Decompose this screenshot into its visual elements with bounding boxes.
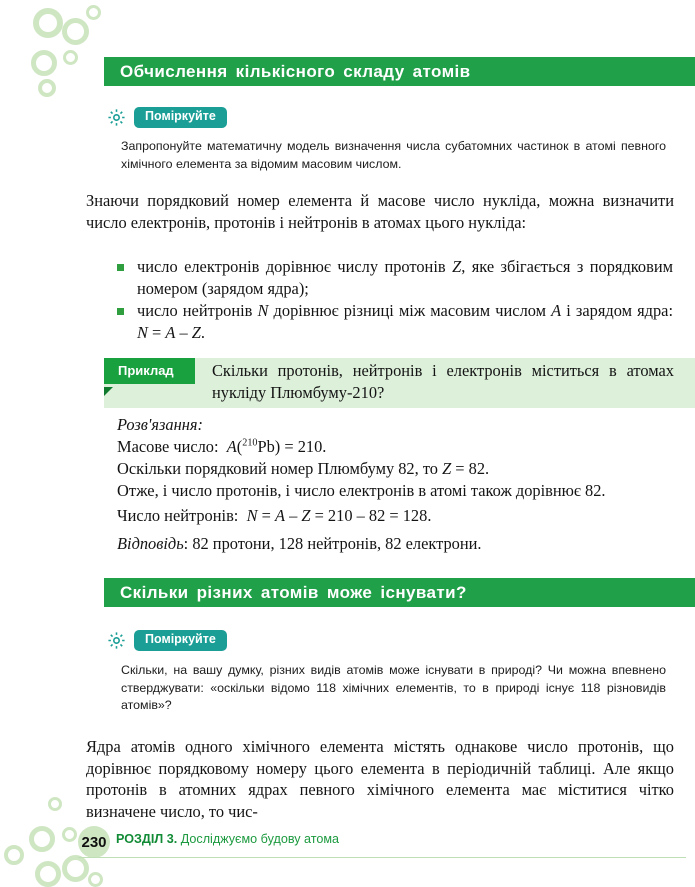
solution-neutrons: Число нейтронів: N = A – Z = 210 – 82 = 128. (117, 506, 432, 525)
bullet-marker-icon (117, 264, 124, 271)
think-row-2 (107, 630, 227, 651)
rules-bullet-list (117, 256, 673, 344)
closing-paragraph: Ядра атомів одного хімічного елемента містять однакове число протонів, що дорівнює порядковому номеру цього елемента в періодичній таблиці. Але якщо протонів в атомних ядрах певного хімічного елемента має міститися чітко визначене число, то чис- (86, 737, 674, 821)
list-item-text: число нейтронів N дорівнює різниці між масовим числом A і зарядом ядра: N = A – Z. (137, 301, 673, 342)
think-text-2: Скільки, на вашу думку, різних видів атомів може існувати в природі? Чи можна впевнено стверджувати: «оскільки відомо 118 хімічних елементів, то в природі існує 118 різновидів атомів»? (121, 663, 666, 712)
example-question-text: Скільки протонів, нейтронів і електронів міститься в атомах нукліду Плюмбуму-210? (212, 361, 674, 402)
footer-chapter-label (116, 832, 339, 846)
gear-icon (107, 631, 126, 650)
list-item (117, 300, 673, 343)
bullet-marker-icon (117, 308, 124, 315)
section-heading-text: Обчислення кількісного складу атомів (120, 61, 471, 81)
solution-mass-number: Масове число: A($^{210}$Pb) = 210. (117, 437, 327, 456)
think-badge-2: Поміркуйте (134, 630, 227, 651)
list-item-text: число електронів дорівнює числу протонів Z, яке збігається з порядковим номером (зарядом ядра); (137, 257, 673, 298)
solution-order-number: Оскільки порядковий номер Плюмбуму 82, то Z = 82. (117, 459, 490, 478)
footer-divider (78, 857, 686, 858)
section-heading-text: Скільки різних атомів може існувати? (120, 582, 467, 602)
think-text-1: Запропонуйте математичну модель визначення числа субатомних частинок в атомі певного хімічного елемента за відомим масовим числом. (121, 139, 666, 171)
list-item (117, 256, 673, 299)
solution-answer: Відповідь: 82 протони, 128 нейтронів, 82 електрони. (117, 534, 482, 553)
think-badge-1: Поміркуйте (134, 107, 227, 128)
footer-chapter-title: Досліджуємо будову атома (177, 832, 340, 846)
solution-title: Розв'язання: (117, 415, 203, 434)
gear-icon (107, 108, 126, 127)
intro-paragraph: Знаючи порядковий номер елемента й масове число нукліда, можна визначити число електронів, протонів і нейтронів в атомах цього нукліда: (86, 191, 674, 232)
solution-block (117, 414, 677, 555)
page-number: 230 (81, 833, 107, 851)
think-row-1 (107, 107, 227, 128)
footer-chapter-number: РОЗДІЛ 3. (116, 832, 178, 846)
section-heading-calculations (104, 57, 695, 86)
example-tab-label: Приклад (104, 358, 195, 384)
section-heading-how-many-atoms (104, 578, 695, 607)
example-tab-fold (104, 387, 113, 396)
solution-conclusion: Отже, і число протонів, і число електронів в атомі також дорівнює 82. (117, 481, 606, 500)
